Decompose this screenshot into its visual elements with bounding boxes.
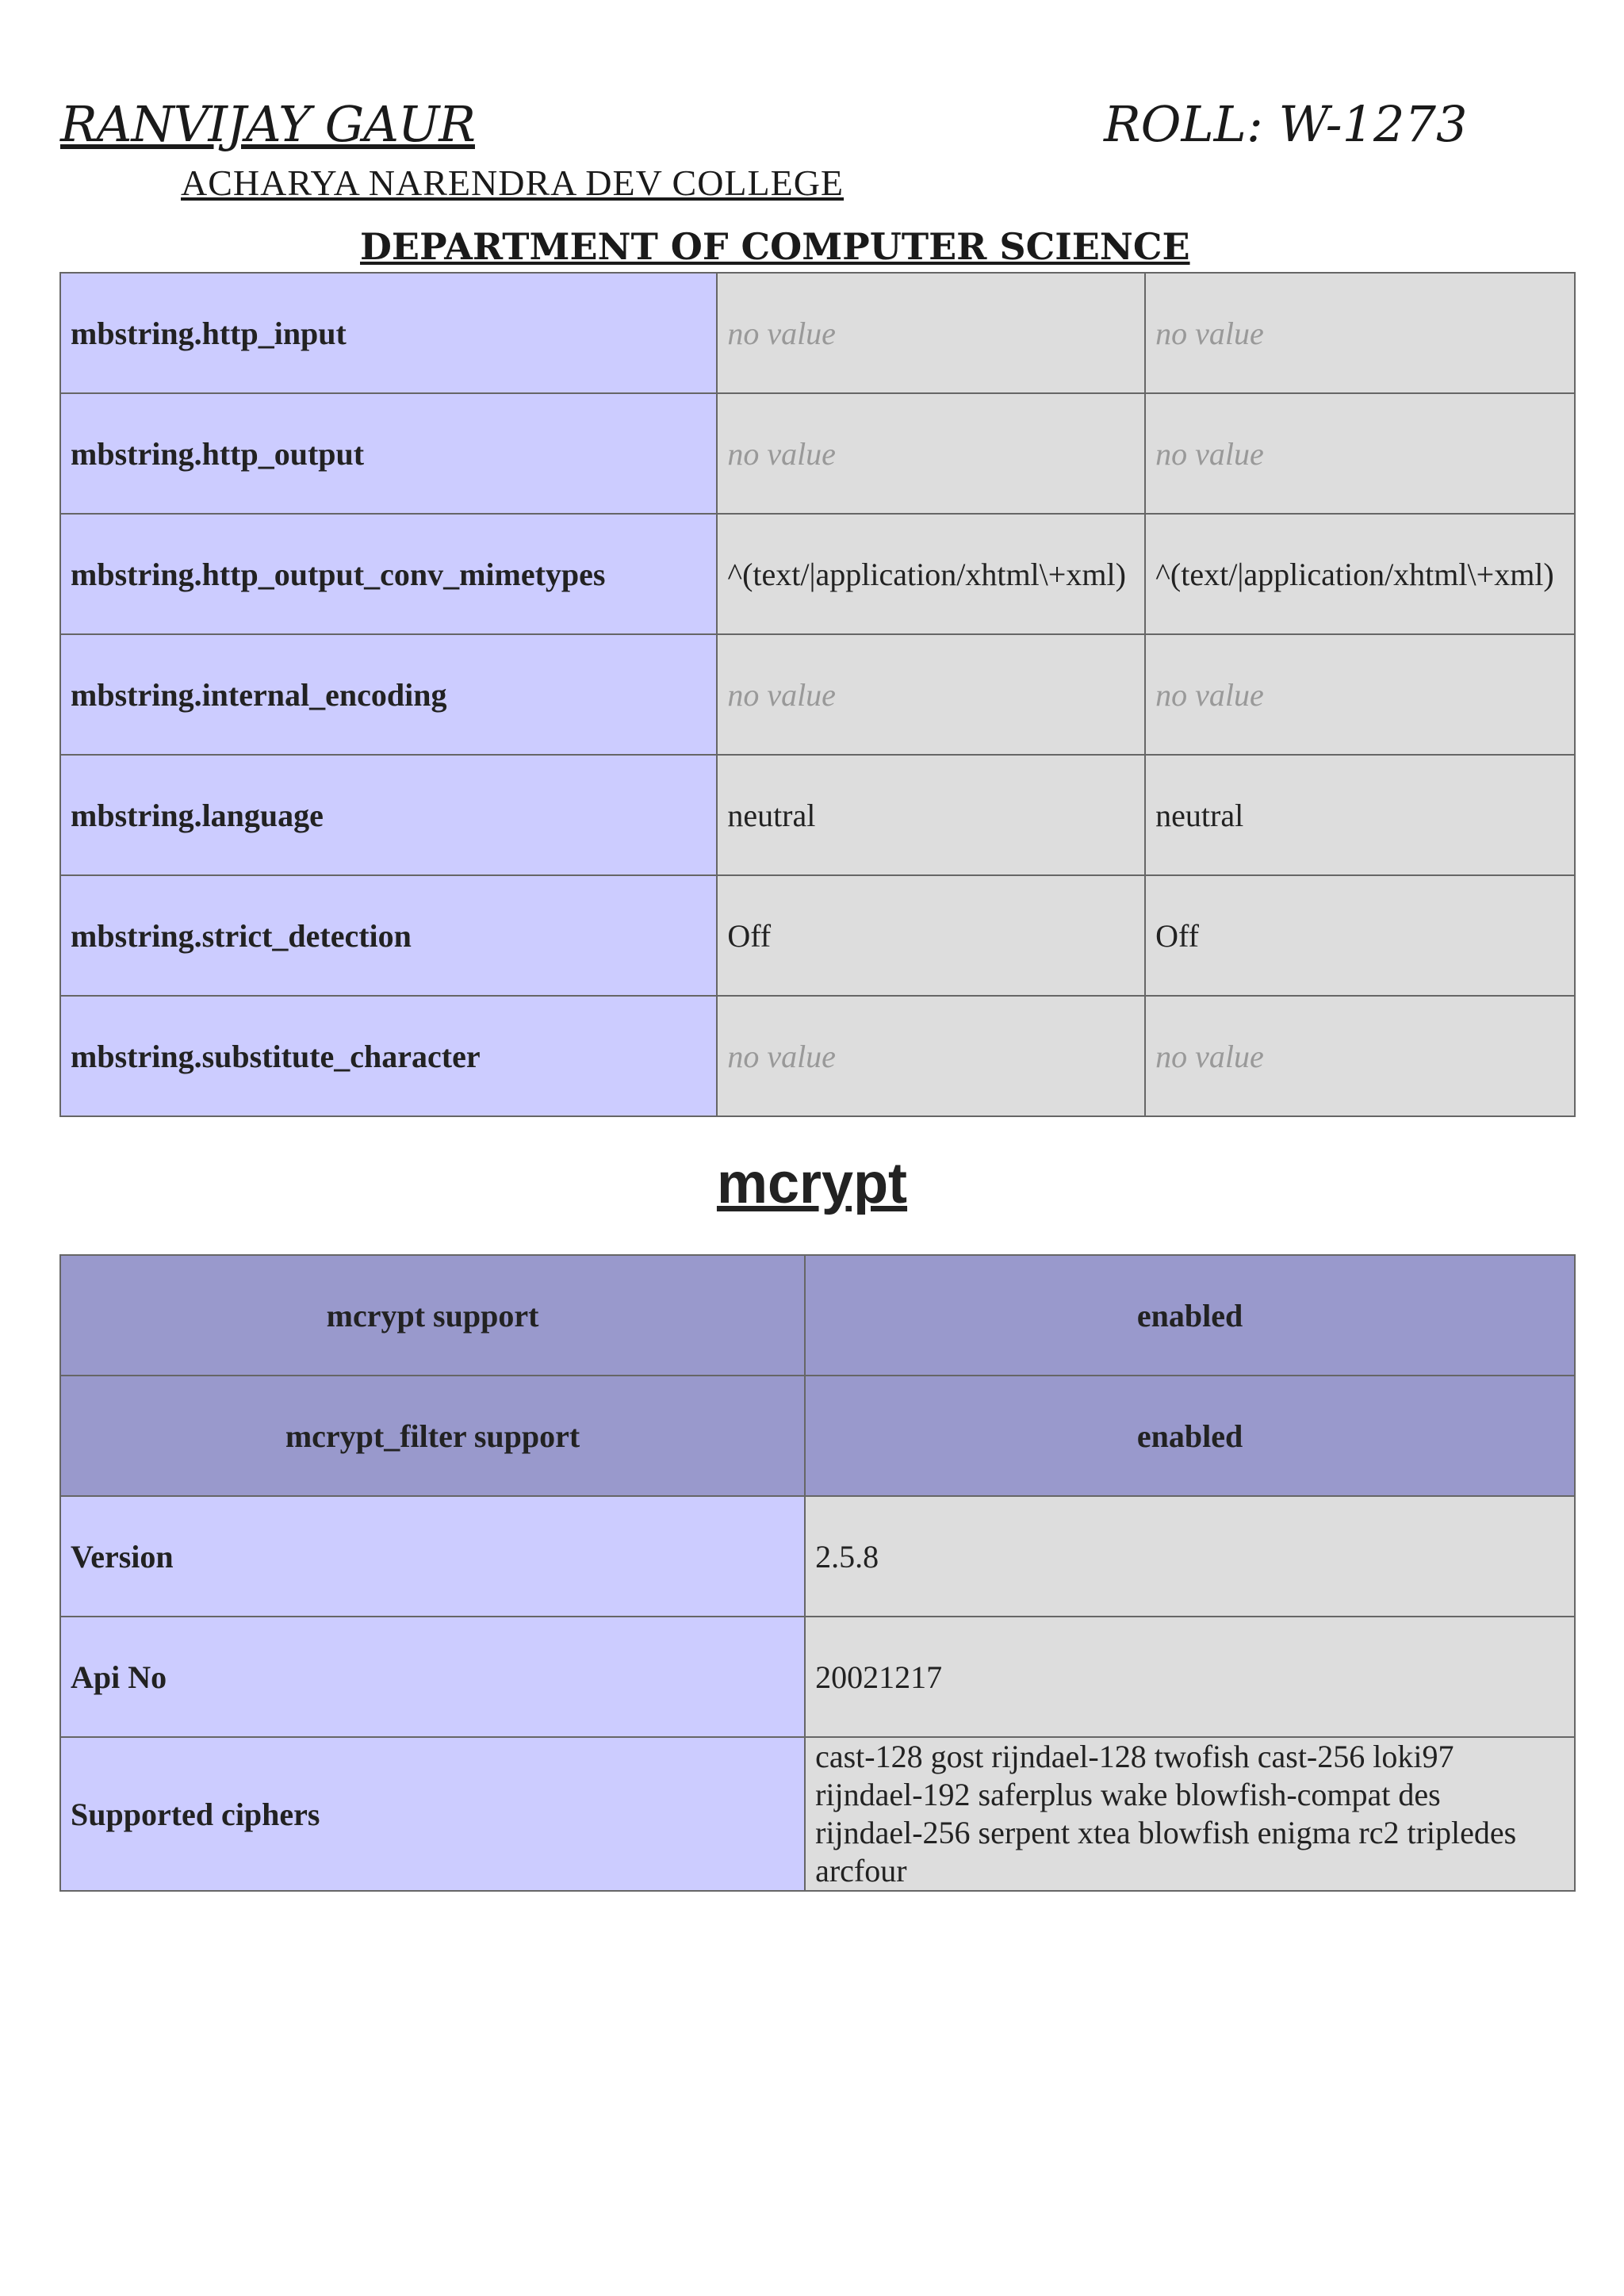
ciphers-line: cast-128 gost rijndael-128 twofish cast-256 loki97: [815, 1739, 1454, 1774]
no-value-text: no value: [1155, 676, 1264, 713]
master-value: ^(text/|application/xhtml\+xml): [1145, 514, 1575, 634]
directive-name: mbstring.language: [60, 755, 717, 875]
table-row: [60, 1496, 1575, 1617]
local-value: [717, 393, 1145, 514]
master-value: [1145, 393, 1575, 514]
mcrypt-support-value: enabled: [805, 1255, 1575, 1376]
local-value: neutral: [717, 755, 1145, 875]
table-row: [60, 634, 1575, 755]
table-row: [60, 1617, 1575, 1737]
no-value-text: no value: [1155, 315, 1264, 351]
table-row: [60, 875, 1575, 996]
ciphers-line: rijndael-256 serpent xtea blowfish enigma rc2 tripledes: [815, 1815, 1517, 1850]
no-value-text: no value: [727, 435, 836, 472]
table-row: [60, 996, 1575, 1116]
local-value: Off: [717, 875, 1145, 996]
ciphers-line: rijndael-192 saferplus wake blowfish-compat des: [815, 1777, 1441, 1812]
table-row: [60, 1737, 1575, 1891]
college-name: ACHARYA NARENDRA DEV COLLEGE: [181, 163, 845, 203]
mcrypt-info-table: [59, 1254, 1576, 1892]
table-row: [60, 755, 1575, 875]
local-value: [717, 273, 1145, 393]
ciphers-label: Supported ciphers: [60, 1737, 805, 1891]
version-label: Version: [60, 1496, 805, 1617]
directive-name: mbstring.strict_detection: [60, 875, 717, 996]
table-row: [60, 273, 1575, 393]
directive-name: mbstring.http_output_conv_mimetypes: [60, 514, 717, 634]
no-value-text: no value: [1155, 435, 1264, 472]
student-name: RANVIJAY GAUR: [60, 95, 475, 153]
no-value-text: no value: [727, 1038, 836, 1074]
directive-name: mbstring.substitute_character: [60, 996, 717, 1116]
ciphers-value: [805, 1737, 1575, 1891]
version-value: 2.5.8: [805, 1496, 1575, 1617]
directive-name: mbstring.internal_encoding: [60, 634, 717, 755]
no-value-text: no value: [727, 676, 836, 713]
mcrypt-filter-value: enabled: [805, 1376, 1575, 1496]
master-value: Off: [1145, 875, 1575, 996]
mcrypt-filter-label: mcrypt_filter support: [60, 1376, 805, 1496]
local-value: [717, 634, 1145, 755]
master-value: [1145, 634, 1575, 755]
master-value: [1145, 273, 1575, 393]
directive-name: mbstring.http_output: [60, 393, 717, 514]
master-value: neutral: [1145, 755, 1575, 875]
no-value-text: no value: [1155, 1038, 1264, 1074]
api-label: Api No: [60, 1617, 805, 1737]
table-header-row: [60, 1255, 1575, 1376]
local-value: ^(text/|application/xhtml\+xml): [717, 514, 1145, 634]
table-header-row: [60, 1376, 1575, 1496]
table-row: [60, 514, 1575, 634]
master-value: [1145, 996, 1575, 1116]
ciphers-line: arcfour: [815, 1853, 907, 1888]
directive-name: mbstring.http_input: [60, 273, 717, 393]
local-value: [717, 996, 1145, 1116]
department-name: DEPARTMENT OF COMPUTER SCIENCE: [360, 225, 1190, 268]
section-title-mcrypt: mcrypt: [716, 1152, 908, 1215]
mcrypt-support-label: mcrypt support: [60, 1255, 805, 1376]
api-value: 20021217: [805, 1617, 1575, 1737]
mbstring-directives-table: [59, 272, 1576, 1117]
no-value-text: no value: [727, 315, 836, 351]
roll-number: ROLL: W-1273: [1104, 95, 1468, 153]
table-row: [60, 393, 1575, 514]
